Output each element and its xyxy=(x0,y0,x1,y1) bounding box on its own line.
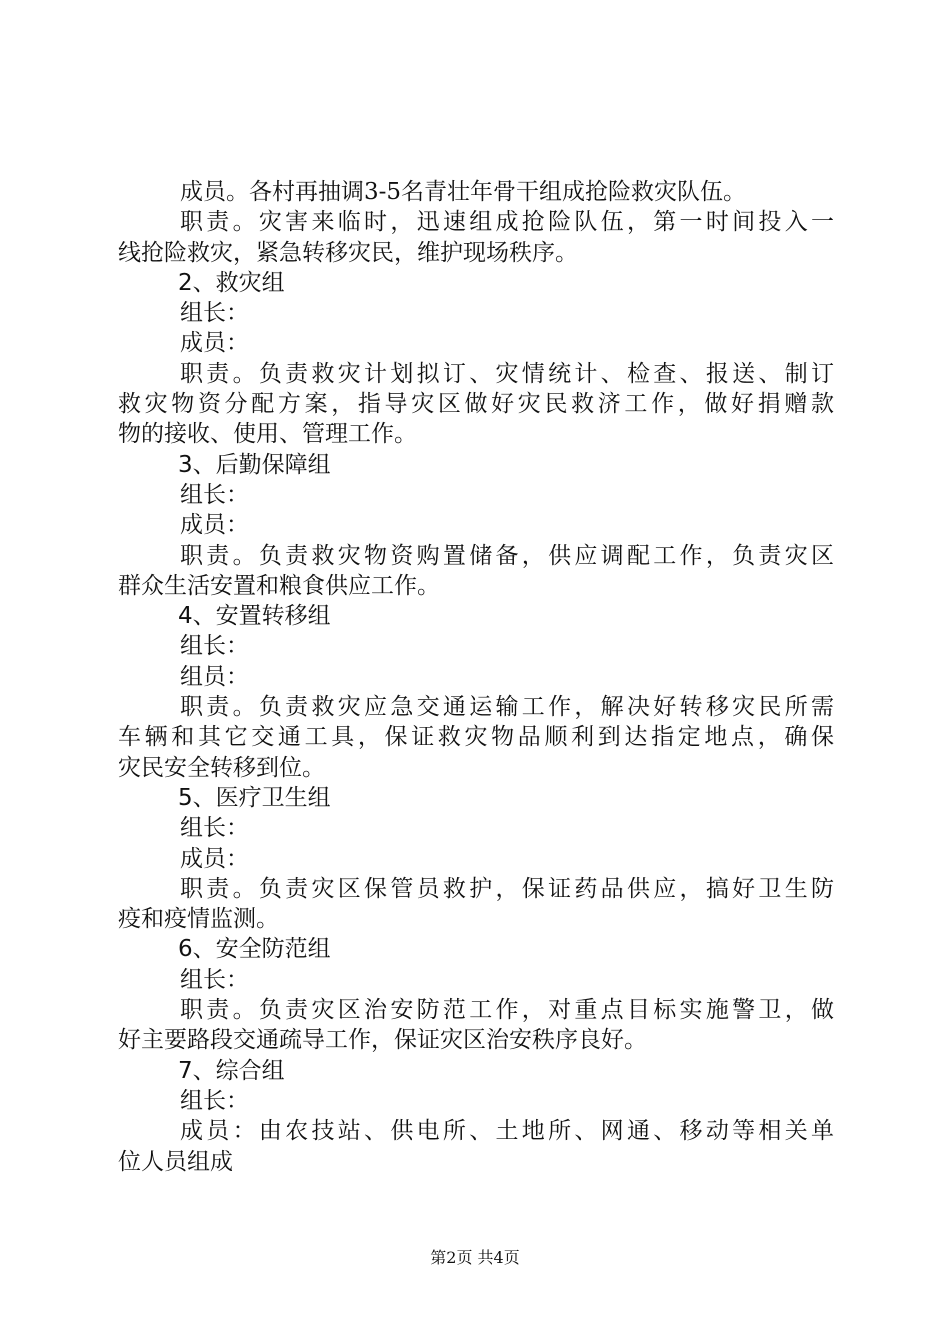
paragraph-line: 成员：由农技站、供电所、土地所、网通、移动等相关单 xyxy=(180,1118,834,1145)
paragraph-line: 组长： xyxy=(180,300,249,327)
paragraph-line: 职责。负责救灾应急交通运输工作，解决好转移灾民所需 xyxy=(180,694,834,721)
paragraph-line: 职责。负责灾区保管员救护，保证药品供应，搞好卫生防 xyxy=(180,875,834,902)
paragraph-line: 成员： xyxy=(180,512,249,539)
section-heading: 5、医疗卫生组 xyxy=(178,784,331,811)
paragraph-line: 职责。负责救灾计划拟订、灾情统计、检查、报送、制订 xyxy=(180,360,834,387)
paragraph-line: 组员： xyxy=(180,663,249,690)
section-heading: 3、后勤保障组 xyxy=(178,451,331,478)
paragraph-line: 职责。负责灾区治安防范工作，对重点目标实施警卫，做 xyxy=(180,997,834,1024)
paragraph-line: 成员： xyxy=(180,845,249,872)
paragraph-line: 线抢险救灾，紧急转移灾民，维护现场秩序。 xyxy=(118,239,578,266)
paragraph-line: 组长： xyxy=(180,1087,249,1114)
paragraph-line: 位人员组成 xyxy=(118,1148,233,1175)
paragraph-line: 物的接收、使用、管理工作。 xyxy=(118,421,417,448)
paragraph-line: 职责。负责救灾物资购置储备，供应调配工作，负责灾区 xyxy=(180,542,834,569)
paragraph-line: 成员： xyxy=(180,330,249,357)
paragraph-line: 救灾物资分配方案，指导灾区做好灾民救济工作，做好捐赠款 xyxy=(118,391,834,418)
paragraph-line: 组长： xyxy=(180,481,249,508)
paragraph-line: 车辆和其它交通工具，保证救灾物品顺利到达指定地点，确保 xyxy=(118,724,834,751)
paragraph-line: 成员。各村再抽调3-5名青壮年骨干组成抢险救灾队伍。 xyxy=(180,179,747,205)
paragraph-line: 好主要路段交通疏导工作，保证灾区治安秩序良好。 xyxy=(118,1027,647,1054)
paragraph-line: 疫和疫情监测。 xyxy=(118,906,279,933)
section-heading: 4、安置转移组 xyxy=(178,603,331,630)
paragraph-line: 组长： xyxy=(180,633,249,660)
paragraph-line: 群众生活安置和粮食供应工作。 xyxy=(118,572,440,599)
paragraph-line: 组长： xyxy=(180,815,249,842)
paragraph-line: 灾民安全转移到位。 xyxy=(118,754,325,781)
page-footer: 第2页 共4页 xyxy=(430,1248,520,1267)
section-heading: 2、救灾组 xyxy=(178,269,285,296)
paragraph-line: 职责。灾害来临时，迅速组成抢险队伍，第一时间投入一 xyxy=(180,209,834,236)
document-body xyxy=(118,177,834,1177)
section-heading: 6、安全防范组 xyxy=(178,936,331,963)
section-heading: 7、综合组 xyxy=(178,1057,285,1084)
paragraph-line: 组长： xyxy=(180,966,249,993)
